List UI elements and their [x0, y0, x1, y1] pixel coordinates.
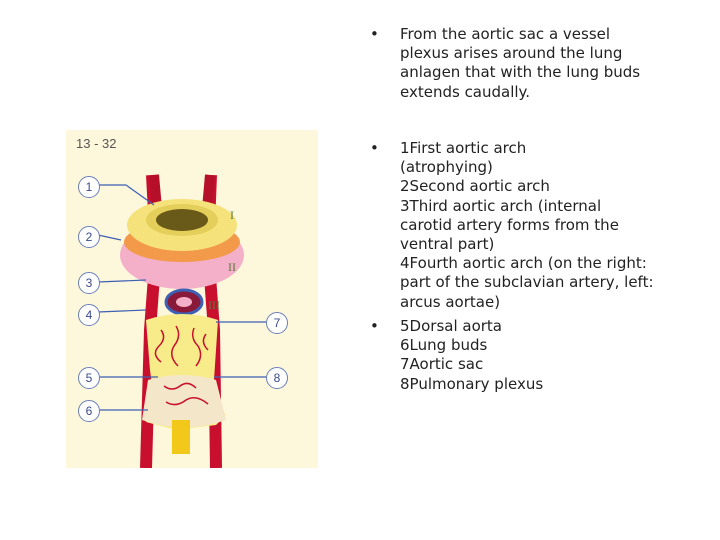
bullet-marker: • — [370, 25, 379, 43]
bullet-line: 6Lung buds — [400, 336, 488, 355]
bullet-line: 2Second aortic arch — [400, 177, 550, 196]
figure-number-label: 5 — [78, 367, 100, 389]
bullet-line: 1First aortic arch — [400, 139, 527, 157]
figure-label: 13 - 32 — [76, 136, 117, 151]
figure-number-label: 2 — [78, 226, 100, 248]
bullet-line: arcus aortae) — [400, 292, 501, 311]
bullet-line: From the aortic sac a vessel — [400, 25, 611, 43]
bullet-line: carotid artery forms from the — [400, 215, 619, 234]
figure-number-label: 7 — [266, 312, 288, 334]
bullet-line: extends caudally. — [400, 82, 531, 101]
embryology-figure — [66, 130, 318, 468]
bullet-item — [370, 139, 654, 312]
bullet-line: 5Dorsal aorta — [400, 317, 502, 335]
arch-roman-label: III — [208, 298, 220, 312]
bullet-line: plexus arises around the lung — [400, 44, 623, 63]
figure-number-label: 1 — [78, 176, 100, 198]
arch-roman-label: II — [228, 260, 236, 274]
bullet-marker: • — [370, 317, 379, 335]
bullet-line: 7Aortic sac — [400, 355, 484, 374]
figure-number-label: 6 — [78, 400, 100, 422]
figure-number-label: 3 — [78, 272, 100, 294]
figure-number-label: 4 — [78, 304, 100, 326]
bullet-marker: • — [370, 139, 379, 157]
bullet-line: anlagen that with the lung buds — [400, 63, 641, 82]
bullet-line: 8Pulmonary plexus — [400, 374, 544, 393]
aortic-arches-illustration — [66, 130, 318, 468]
bullet-line: 3Third aortic arch (internal — [400, 196, 602, 215]
bullet-line: (atrophying) — [400, 158, 493, 177]
arch-roman-label: I — [230, 208, 234, 222]
bullet-line: 4Fourth aortic arch (on the right: — [400, 254, 647, 273]
bullet-item — [370, 25, 641, 102]
figure-number-label: 8 — [266, 367, 288, 389]
bullet-line: part of the subclavian artery, left: — [400, 273, 654, 292]
bullet-item — [370, 317, 544, 394]
bullet-line: ventral part) — [400, 235, 495, 254]
